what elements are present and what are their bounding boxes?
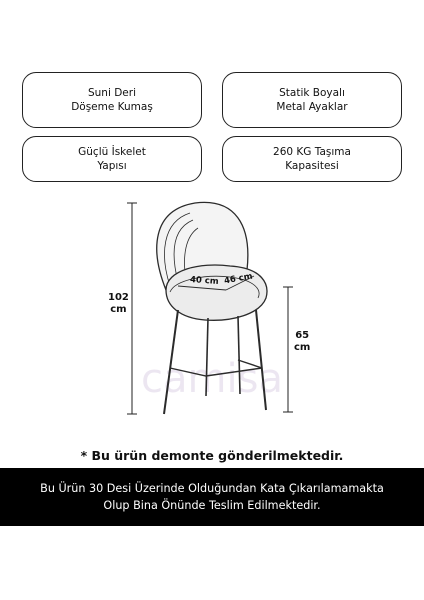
feature-line: Metal Ayaklar bbox=[276, 101, 348, 113]
height-value: 102 bbox=[108, 292, 129, 303]
delivery-banner bbox=[0, 468, 424, 526]
seat-width-label: 40 cm bbox=[189, 275, 220, 287]
seat-height-unit: cm bbox=[294, 342, 311, 353]
feature-box-upholstery bbox=[22, 72, 202, 128]
chair-dimension-diagram bbox=[0, 190, 424, 430]
watermark-text: camisa bbox=[141, 356, 283, 402]
height-label bbox=[108, 292, 129, 316]
seat-height-label bbox=[294, 330, 310, 354]
seat-depth-label: 46 cm bbox=[223, 271, 254, 287]
seat-height-value: 65 bbox=[295, 330, 310, 341]
seat-height-dimension bbox=[283, 287, 293, 412]
feature-line: Döşeme Kumaş bbox=[71, 101, 153, 113]
feature-box-capacity bbox=[222, 136, 402, 182]
feature-box-frame bbox=[22, 136, 202, 182]
feature-line: Yapısı bbox=[97, 160, 127, 172]
height-unit: cm bbox=[110, 304, 127, 315]
feature-line: Kapasitesi bbox=[285, 160, 339, 172]
feature-line: Suni Deri bbox=[87, 87, 136, 99]
feature-line: Güçlü İskelet bbox=[78, 146, 146, 158]
banner-line: Olup Bina Önünde Teslim Edilmektedir. bbox=[103, 499, 321, 512]
feature-line: Statik Boyalı bbox=[279, 87, 345, 99]
banner-line: Bu Ürün 30 Desi Üzerinde Olduğundan Kata Çıkarılamamakta bbox=[40, 482, 384, 495]
feature-line: 260 KG Taşıma bbox=[273, 146, 351, 158]
disassembled-note: * Bu ürün demonte gönderilmektedir. bbox=[80, 448, 344, 463]
feature-box-legs bbox=[222, 72, 402, 128]
